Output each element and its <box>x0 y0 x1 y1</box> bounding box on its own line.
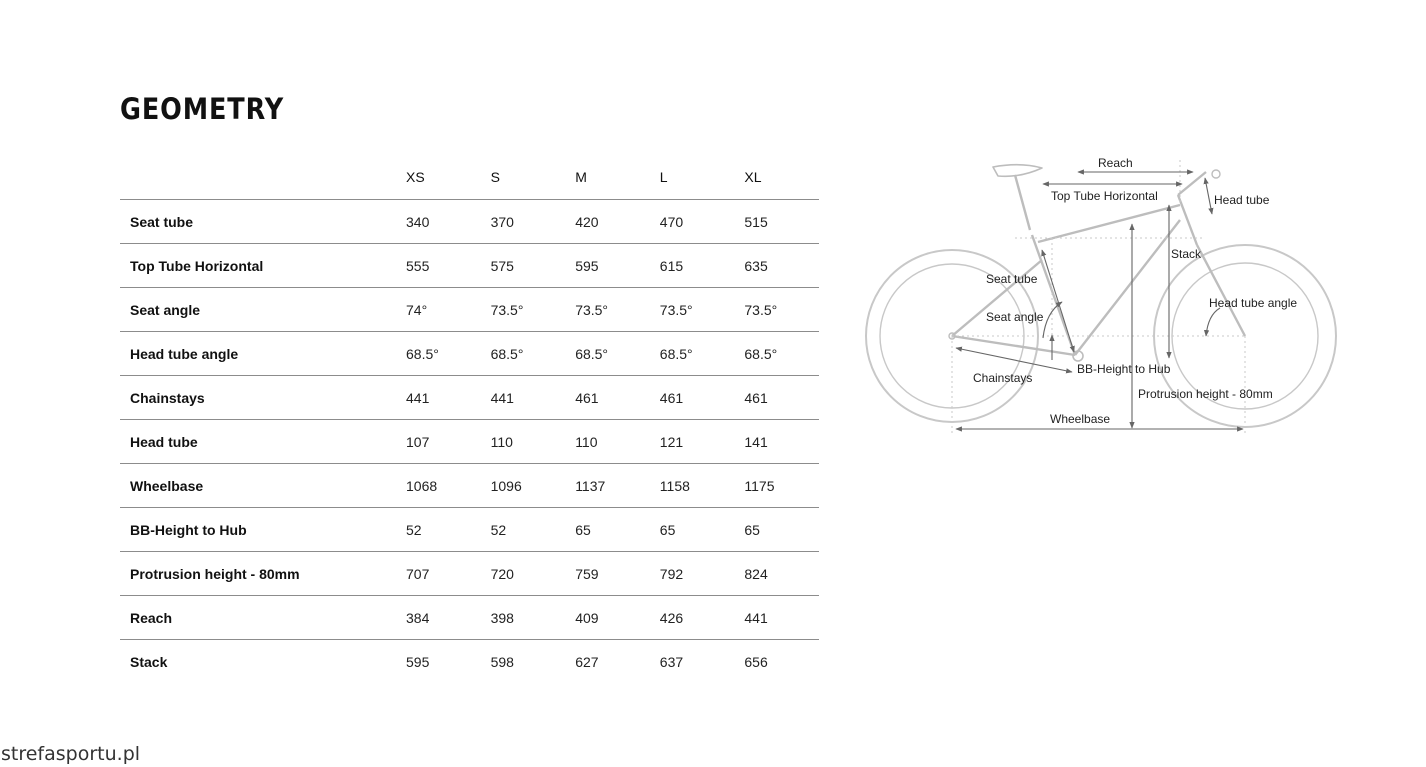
table-cell: 461 <box>734 376 819 420</box>
table-row <box>120 332 819 376</box>
table-row <box>120 508 819 552</box>
table-cell: 121 <box>650 420 735 464</box>
label-seat-tube: Seat tube <box>986 272 1038 286</box>
table-cell: 461 <box>565 376 650 420</box>
table-row <box>120 244 819 288</box>
label-head-tube: Head tube <box>1214 193 1270 207</box>
table-cell: 1068 <box>396 464 481 508</box>
table-cell: 52 <box>481 508 566 552</box>
table-cell: 384 <box>396 596 481 640</box>
table-cell: 441 <box>481 376 566 420</box>
table-cell: 1158 <box>650 464 735 508</box>
row-label: Chainstays <box>120 376 396 420</box>
table-cell: 73.5° <box>650 288 735 332</box>
row-label: Head tube <box>120 420 396 464</box>
table-cell: 52 <box>396 508 481 552</box>
row-label: Head tube angle <box>120 332 396 376</box>
size-header-m: M <box>565 155 650 200</box>
row-label: Stack <box>130 653 168 670</box>
row-label: Protrusion height - 80mm <box>120 552 396 596</box>
table-row <box>120 464 819 508</box>
table-cell: 73.5° <box>734 288 819 332</box>
table-cell: 707 <box>396 552 481 596</box>
table-cell: 340 <box>396 200 481 244</box>
table-cell: 656 <box>744 653 768 670</box>
row-label: Seat tube <box>120 200 396 244</box>
header-empty-cell <box>120 155 396 200</box>
row-label: Top Tube Horizontal <box>120 244 396 288</box>
table-row <box>120 640 819 684</box>
table-cell: 73.5° <box>481 288 566 332</box>
label-reach: Reach <box>1098 156 1133 170</box>
table-row <box>120 200 819 244</box>
table-cell: 65 <box>650 508 735 552</box>
label-head-tube-angle: Head tube angle <box>1209 296 1298 310</box>
table-cell: 398 <box>481 596 566 640</box>
row-label: Seat angle <box>120 288 396 332</box>
label-bb-height: BB-Height to Hub <box>1077 362 1171 376</box>
table-cell: 824 <box>734 552 819 596</box>
table-cell: 595 <box>565 244 650 288</box>
table-cell: 110 <box>481 420 566 464</box>
table-cell: 370 <box>481 200 566 244</box>
table-cell: 68.5° <box>565 332 650 376</box>
table-cell: 68.5° <box>481 332 566 376</box>
table-cell: 441 <box>734 596 819 640</box>
table-cell: 1175 <box>734 464 819 508</box>
table-cell: 68.5° <box>396 332 481 376</box>
label-stack: Stack <box>1171 247 1202 261</box>
table-cell: 110 <box>565 420 650 464</box>
size-header-row <box>120 155 819 200</box>
bike-geometry-diagram <box>860 150 1350 445</box>
table-cell: 1096 <box>481 464 566 508</box>
table-cell: 637 <box>659 653 684 670</box>
table-cell: 1137 <box>565 464 650 508</box>
table-cell: 615 <box>650 244 735 288</box>
table-cell: 68.5° <box>650 332 735 376</box>
watermark: strefasportu.pl <box>1 743 141 765</box>
table-row <box>120 552 819 596</box>
table-cell: 627 <box>575 653 599 670</box>
page-title: GEOMETRY <box>120 92 285 126</box>
table-cell: 65 <box>734 508 819 552</box>
table-cell: 420 <box>565 200 650 244</box>
geometry-table <box>120 155 819 683</box>
table-cell: 759 <box>565 552 650 596</box>
table-row <box>120 596 819 640</box>
table-cell: 575 <box>481 244 566 288</box>
table-cell: 65 <box>565 508 650 552</box>
table-row <box>120 376 819 420</box>
table-cell: 461 <box>650 376 735 420</box>
table-cell: 141 <box>734 420 819 464</box>
table-cell: 441 <box>396 376 481 420</box>
table-cell: 720 <box>481 552 566 596</box>
table-cell: 515 <box>734 200 819 244</box>
row-label: BB-Height to Hub <box>120 508 396 552</box>
table-cell: 74° <box>396 288 481 332</box>
row-label: Reach <box>120 596 396 640</box>
label-wheelbase: Wheelbase <box>1050 412 1111 426</box>
label-chainstays: Chainstays <box>973 371 1033 385</box>
size-header-xl: XL <box>734 155 819 200</box>
label-top-tube: Top Tube Horizontal <box>1051 189 1158 203</box>
table-cell: 73.5° <box>565 288 650 332</box>
table-cell: 409 <box>565 596 650 640</box>
table-cell: 107 <box>396 420 481 464</box>
table-cell: 470 <box>650 200 735 244</box>
table-cell: 635 <box>734 244 819 288</box>
table-cell: 792 <box>650 552 735 596</box>
row-label: Wheelbase <box>120 464 396 508</box>
size-header-xs: XS <box>396 155 481 200</box>
table-cell: 426 <box>650 596 735 640</box>
bicycle-geometry-icon <box>860 150 1350 445</box>
table-cell: 68.5° <box>734 332 819 376</box>
size-header-s: S <box>481 155 566 200</box>
label-seat-angle: Seat angle <box>986 310 1044 324</box>
table-cell: 595 <box>406 653 430 670</box>
table-row <box>120 288 819 332</box>
table-cell: 555 <box>396 244 481 288</box>
table-row <box>120 420 819 464</box>
size-header-l: L <box>650 155 735 200</box>
label-protrusion: Protrusion height - 80mm <box>1138 387 1273 401</box>
table-cell: 598 <box>490 653 514 670</box>
